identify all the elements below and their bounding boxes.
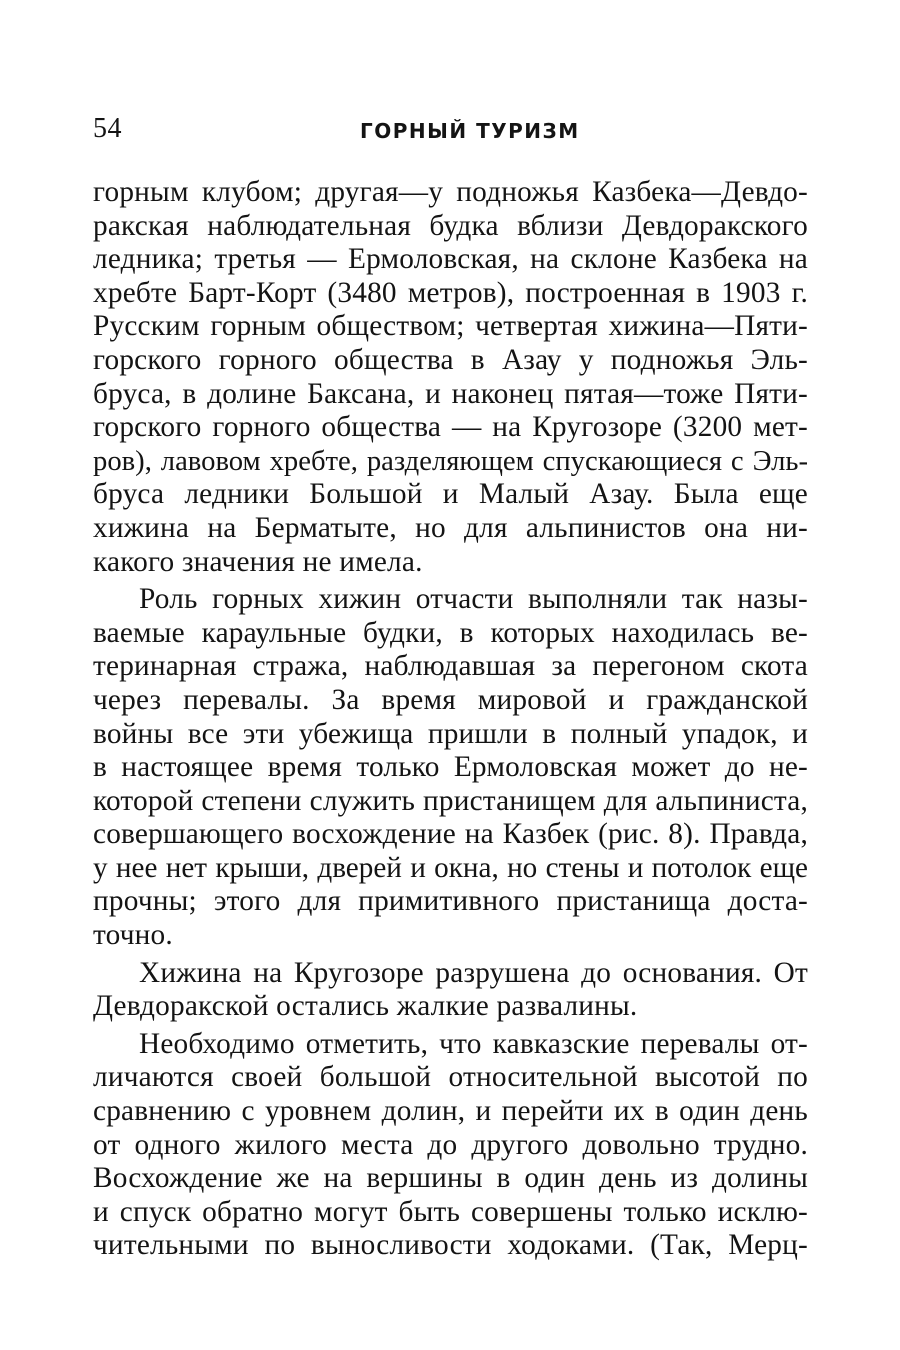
page-header	[93, 113, 808, 153]
text-line: и спуск обратно могут быть совершены только исклю-	[93, 1195, 808, 1228]
text-line: которой степени служить пристанищем для альпиниста,	[93, 784, 808, 817]
text-line: Роль горных хижин отчасти выполняли так назы-	[139, 583, 808, 616]
text-line: Девдоракской остались жалкие развалины.	[93, 990, 638, 1023]
text-line: теринарная стража, наблюдавшая за перегоном скота	[93, 650, 808, 683]
text-line: Русским горным обществом; четвертая хижина—Пяти-	[93, 310, 808, 343]
text-line: Восхождение же на вершины в один день из долины	[93, 1162, 808, 1195]
text-line: ледника; третья — Ермоловская, на склоне Казбека на	[93, 243, 808, 276]
text-line: ров), лавовом хребте, разделяющем спускающиеся с Эль-	[93, 444, 808, 477]
text-line: бруса ледники Большой и Малый Азау. Была еще	[93, 478, 808, 511]
text-line: горского горного общества — на Кругозоре (3200 мет-	[93, 411, 808, 444]
text-line: горского горного общества в Азау у подножья Эль-	[93, 343, 808, 376]
text-line: чительными по выносливости ходоками. (Так, Мерц-	[93, 1229, 808, 1262]
text-line: ракская наблюдательная будка вблизи Девдоракского	[93, 209, 808, 242]
text-line: какого значения не имела.	[93, 545, 423, 578]
running-title: ГОРНЫЙ ТУРИЗМ	[360, 119, 580, 143]
page-number: 54	[93, 113, 122, 144]
text-line: у нее нет крыши, дверей и окна, но стены и потолок еще	[93, 851, 808, 884]
paragraph	[93, 583, 808, 953]
paragraph	[93, 957, 808, 1024]
text-line: через перевалы. За время мировой и гражданской	[93, 683, 808, 716]
text-line: ваемые караульные будки, в которых находилась ве-	[93, 616, 808, 649]
paragraph	[93, 1028, 808, 1263]
text-line: войны все эти убежища пришли в полный упадок, и	[93, 717, 808, 750]
text-line: точно.	[93, 919, 173, 952]
text-line: бруса, в долине Баксана, и наконец пятая—тоже Пяти-	[93, 377, 808, 410]
body-text	[93, 176, 808, 1263]
text-line: личаются своей большой относительной высотой по	[93, 1061, 808, 1094]
text-line: прочны; этого для примитивного пристанища доста-	[93, 885, 808, 918]
text-line: в настоящее время только Ермоловская может до не-	[93, 751, 808, 784]
text-line: сравнению с уровнем долин, и перейти их в один день	[93, 1095, 808, 1128]
text-line: совершающего восхождение на Казбек (рис. 8). Правда,	[93, 818, 808, 851]
text-line: Хижина на Кругозоре разрушена до основания. От	[139, 956, 808, 989]
paragraph	[93, 176, 808, 579]
text-line: горным клубом; другая—у подножья Казбека—Девдо-	[93, 176, 808, 208]
text-line: от одного жилого места до другого довольно трудно.	[93, 1128, 808, 1161]
text-line: Необходимо отметить, что кавказские перевалы от-	[139, 1027, 808, 1060]
text-line: хижина на Берматыте, но для альпинистов она ни-	[93, 511, 808, 544]
text-line: хребте Барт-Корт (3480 метров), построенная в 1903 г.	[93, 276, 808, 309]
